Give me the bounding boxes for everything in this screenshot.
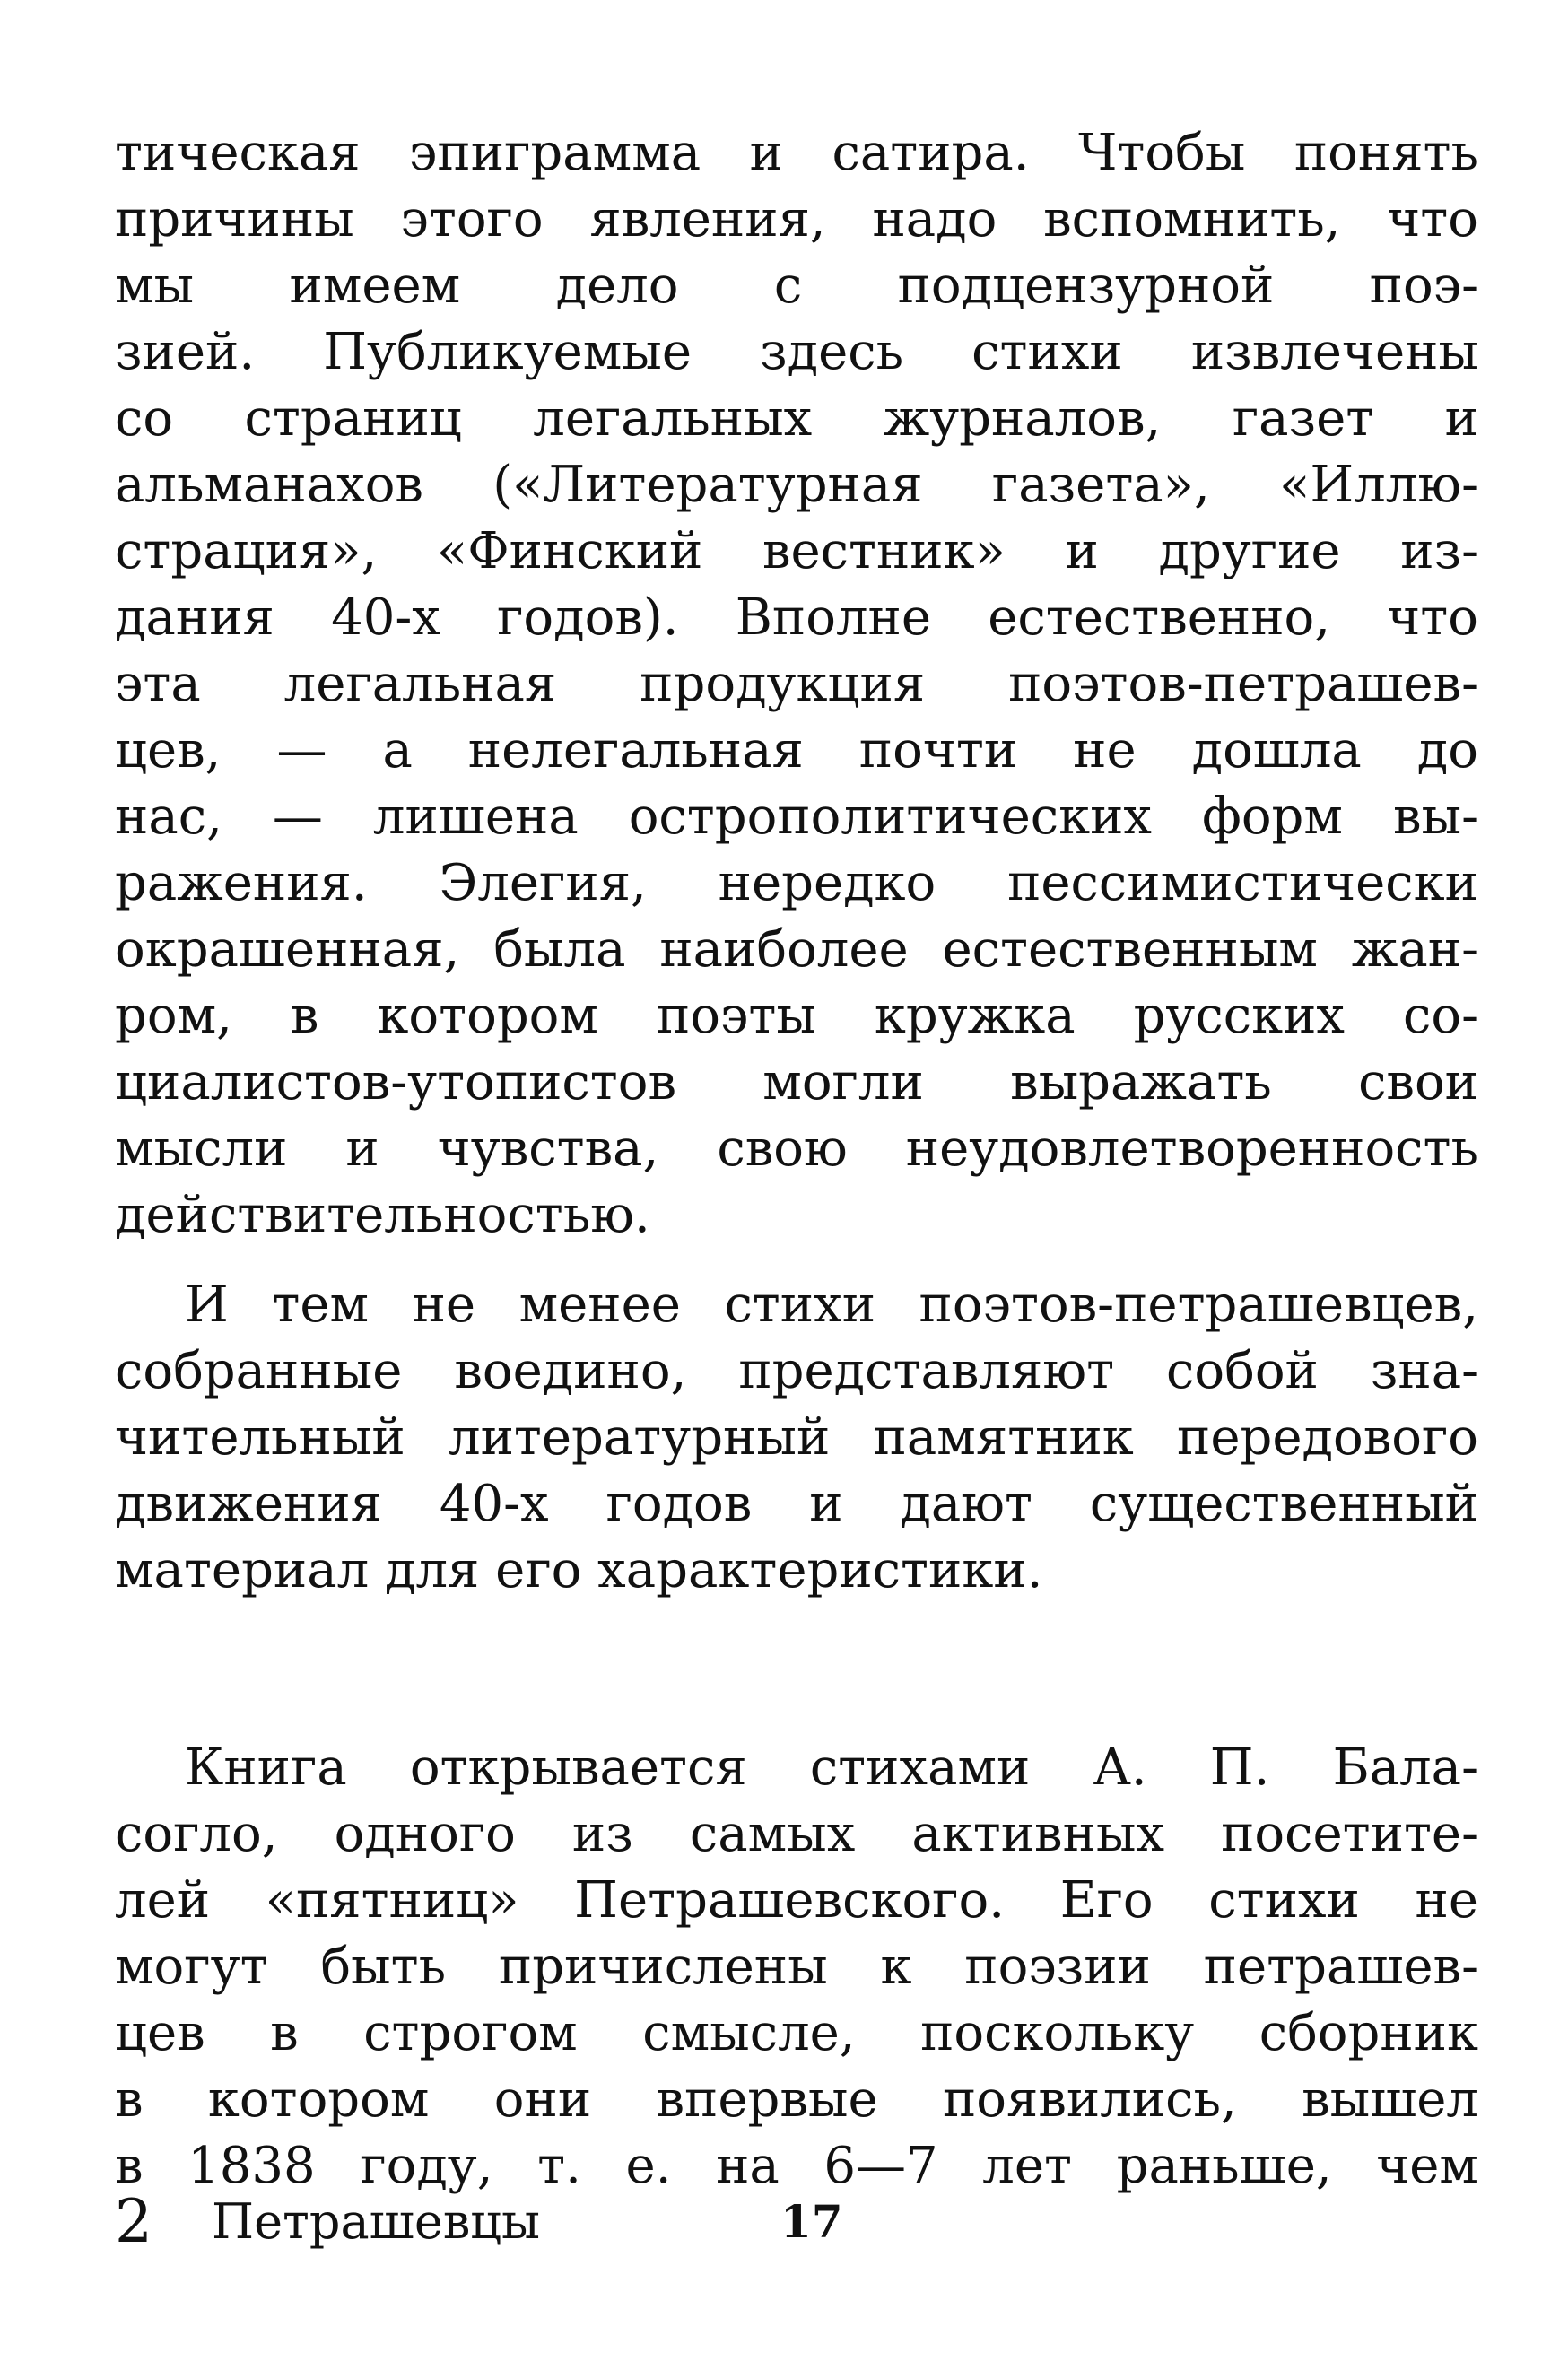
text-line: эта легальная продукция поэтов-петрашев- [115, 655, 1478, 713]
text-line: цев, — а нелегальная почти не дошла до [115, 721, 1478, 780]
paragraph-2 [115, 1272, 1478, 1604]
text-line: И тем не менее стихи поэтов-петрашевцев, [185, 1276, 1478, 1334]
paragraph-3 [115, 1735, 1478, 2200]
text-line: циалистов-утопистов могли выражать свои [115, 1053, 1478, 1111]
text-line: мысли и чувства, свою неудовлетворенность [115, 1120, 1478, 1178]
signature-mark: 2 [115, 2187, 152, 2256]
text-line: могут быть причислены к поэзии петрашев- [115, 1938, 1478, 1996]
text-line: окрашенная, была наиболее естественным жан- [115, 920, 1478, 979]
text-line: мы имеем дело с подцензурной поэ- [115, 257, 1478, 315]
text-line: чительный литературный памятник передового [115, 1408, 1478, 1467]
text-line: ром, в котором поэты кружка русских со- [115, 987, 1478, 1045]
text-line: лей «пятниц» Петрашевского. Его стихи не [115, 1871, 1478, 1930]
text-line: тическая эпиграмма и сатира. Чтобы понять [115, 124, 1478, 182]
text-line: ражения. Элегия, нередко пессимистически [115, 854, 1478, 912]
page-footer [115, 2182, 1478, 2262]
paragraph-1 [115, 120, 1478, 1249]
text-line: альманахов («Литературная газета», «Иллю- [115, 456, 1478, 514]
text-line: нас, — лишена острополитических форм вы- [115, 788, 1478, 846]
text-line: согло, одного из самых активных посетите- [115, 1805, 1478, 1863]
running-title: Петрашевцы [212, 2193, 540, 2250]
text-line: цев в строгом смысле, поскольку сборник [115, 2004, 1478, 2062]
text-line: страция», «Финский вестник» и другие из- [115, 522, 1478, 580]
text-line: действительностью. [115, 1186, 650, 1244]
text-line: дания 40-х годов). Вполне естественно, что [115, 588, 1478, 647]
text-line: собранные воедино, представляют собой зна- [115, 1342, 1478, 1400]
text-line: в котором они впервые появились, вышел [115, 2070, 1478, 2129]
page-number: 17 [780, 2195, 843, 2248]
text-line: в 1838 году, т. е. на 6—7 лет раньше, чем [115, 2137, 1478, 2195]
text-line: Книга открывается стихами А. П. Бала- [185, 1738, 1478, 1797]
text-line: материал для его характеристики. [115, 1541, 1043, 1599]
text-line: зией. Публикуемые здесь стихи извлечены [115, 323, 1478, 381]
text-line: движения 40-х годов и дают существенный [115, 1475, 1478, 1533]
text-line: причины этого явления, надо вспомнить, что [115, 190, 1478, 248]
text-line: со страниц легальных журналов, газет и [115, 389, 1478, 448]
